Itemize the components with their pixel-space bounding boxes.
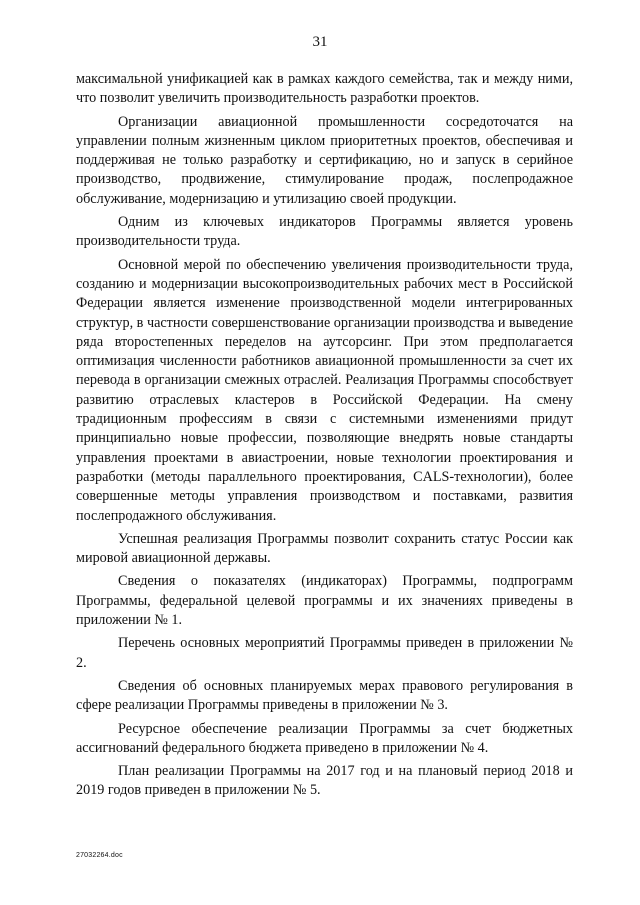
page-number: 31	[312, 34, 328, 50]
paragraph: Одним из ключевых индикаторов Программы является уровень производительности труда.	[76, 214, 573, 250]
paragraph: Перечень основных мероприятий Программы приведен в приложении № 2.	[76, 635, 573, 671]
paragraph: План реализации Программы на 2017 год и на плановый период 2018 и 2019 годов приведен в приложении № 5.	[76, 763, 573, 799]
paragraph: Успешная реализация Программы позволит сохранить статус России как мировой авиационной державы.	[76, 530, 573, 567]
file-name-footer: 27032264.doc	[76, 852, 123, 859]
paragraph: Основной мерой по обеспечению увеличения производительности труда, созданию и модернизации высокопроизводительных рабочих мест в Российской Федерации является изменение производственной модели интегрированных структур, в частности совершенствование организации производства и выведение ряда второстепенных переделов на аутсорсинг. При этом предполагается оптимизация численности работников авиационной промышленности за счет их перевода в организации смежных отраслей. Реализация Программы способствует развитию отраслевых кластеров в Российской Федерации. На смену традиционным профессиям в связи с системными изменениями придут принципиально новые профессии, позволяющие внедрять новые стандарты управления проектами в авиастроении, новые технологии проектирования и разработки (методы параллельного проектирования, CALS-технологии), более совершенные методы управления производством и поставками, развития послепродажного обслуживания.	[76, 256, 573, 524]
paragraph: Ресурсное обеспечение реализации Программы за счет бюджетных ассигнований федерального бюджета приведено в приложении № 4.	[76, 720, 573, 756]
paragraph: Сведения о показателях (индикаторах) Программы, подпрограмм Программы, федеральной целевой программы и их значениях приведены в приложении № 1.	[76, 573, 573, 629]
paragraph: максимальной унификацией как в рамках каждого семейства, так и между ними, что позволит увеличить производительность разработки проектов.	[76, 71, 573, 107]
document-body	[76, 70, 573, 805]
paragraph: Сведения об основных планируемых мерах правового регулирования в сфере реализации Программы приведены в приложении № 3.	[76, 677, 573, 714]
paragraph: Организации авиационной промышленности сосредоточатся на управлении полным жизненным циклом приоритетных проектов, обеспечивая и поддерживая не только разработку и сертификацию, но и запуск в серийное производство, продвижение, стимулирование продаж, послепродажное обслуживание, модернизацию и утилизацию своей продукции.	[76, 113, 573, 207]
